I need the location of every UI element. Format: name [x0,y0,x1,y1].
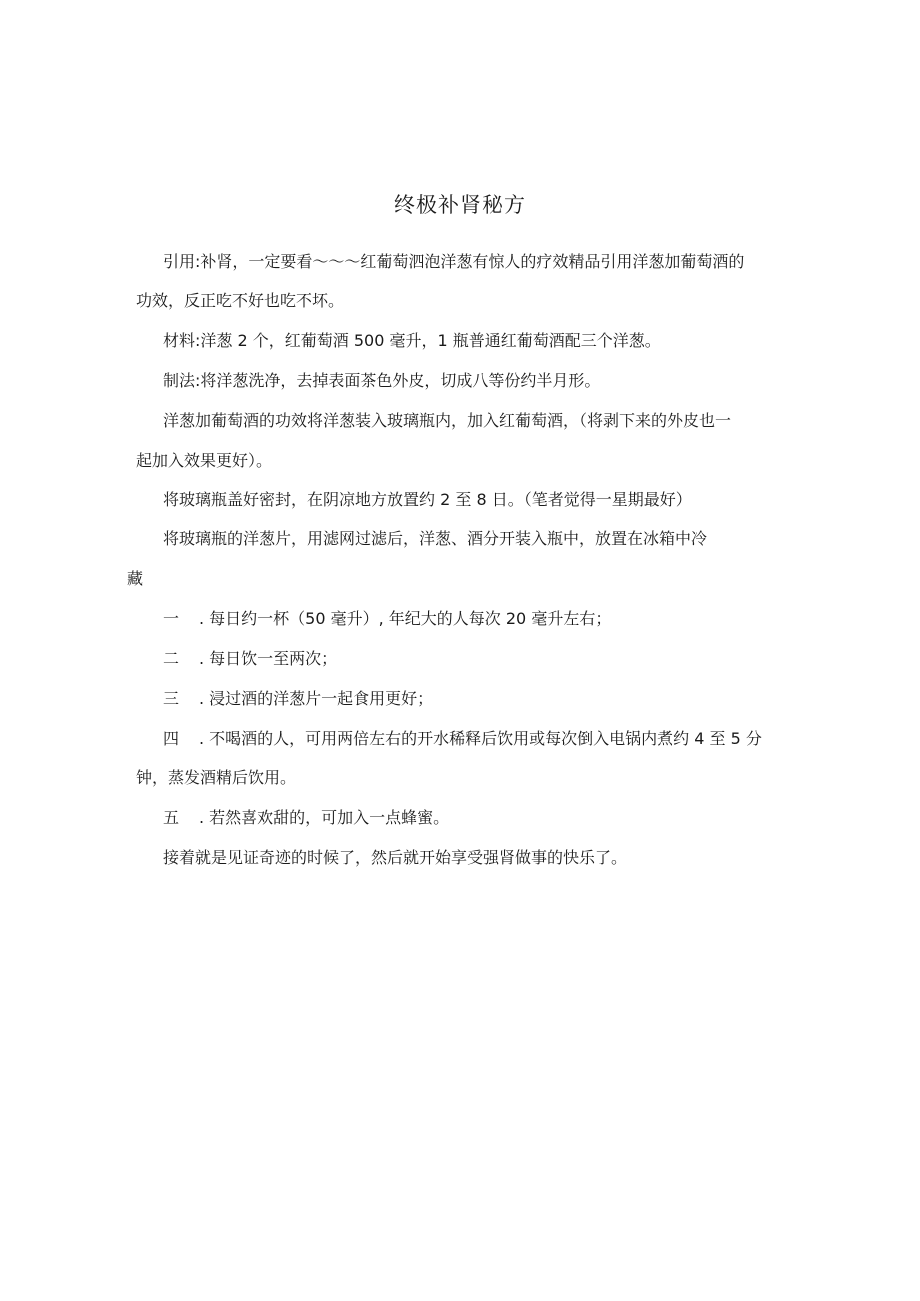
paragraph-step-line2: 起加入效果更好）。 [136,451,273,470]
paragraph-intro-line2: 功效，反正吃不好也吃不坏。 [136,291,345,310]
paragraph-method: 制法:将洋葱洗净，去掉表面茶色外皮，切成八等份约半月形。 [163,371,601,390]
list-item-number: 五 [163,808,180,827]
list-item [163,805,449,831]
list-item [163,606,611,632]
paragraph-intro-line1: 引用:补肾，一定要看～～～红葡萄泗泡洋葱有惊人的疗效精品引用洋葱加葡萄酒的 [163,252,745,271]
paragraph-closing: 接着就是见证奇迹的时候了，然后就开始享受强肾做事的快乐了。 [163,848,628,867]
list-item [163,726,762,752]
list-item-text: . 浸过酒的洋葱片一起食用更好； [199,689,434,708]
list-item-text: . 不喝酒的人，可用两倍左右的开水稀释后饮用或每次倒入电锅内煮约 4 至 5 分 [199,729,762,748]
list-item-number: 三 [163,689,180,708]
paragraph-step-line1: 洋葱加葡萄酒的功效将洋葱装入玻璃瓶内，加入红葡萄酒，（将剥下来的外皮也一 [163,411,732,430]
list-item-number: 二 [163,649,180,668]
list-item [163,686,433,712]
list-item-number: 一 [163,609,180,628]
list-item-text: . 每日饮一至两次； [199,649,338,668]
list-item-continuation [136,765,296,791]
paragraph-filter-line1: 将玻璃瓶的洋葱片，用滤网过滤后，洋葱、酒分开装入瓶中，放置在冰箱中冷 [163,529,708,548]
document-title: 终极补肾秘方 [394,193,526,217]
list-item-number: 四 [163,729,180,748]
list-item-text: . 每日约一杯（50 毫升）, 年纪大的人每次 20 毫升左右； [199,609,612,628]
paragraph-materials: 材料:洋葱 2 个，红葡萄酒 500 毫升，1 瓶普通红葡萄酒配三个洋葱。 [163,331,661,350]
list-item-text: . 若然喜欢甜的，可加入一点蜂蜜。 [199,808,450,827]
paragraph-seal: 将玻璃瓶盖好密封，在阴凉地方放置约 2 至 8 日。（笔者觉得一星期最好） [163,490,692,509]
list-item [163,646,337,672]
paragraph-filter-line2: 藏 [127,569,144,588]
list-item-text: 钟，蒸发酒精后饮用。 [136,768,297,787]
